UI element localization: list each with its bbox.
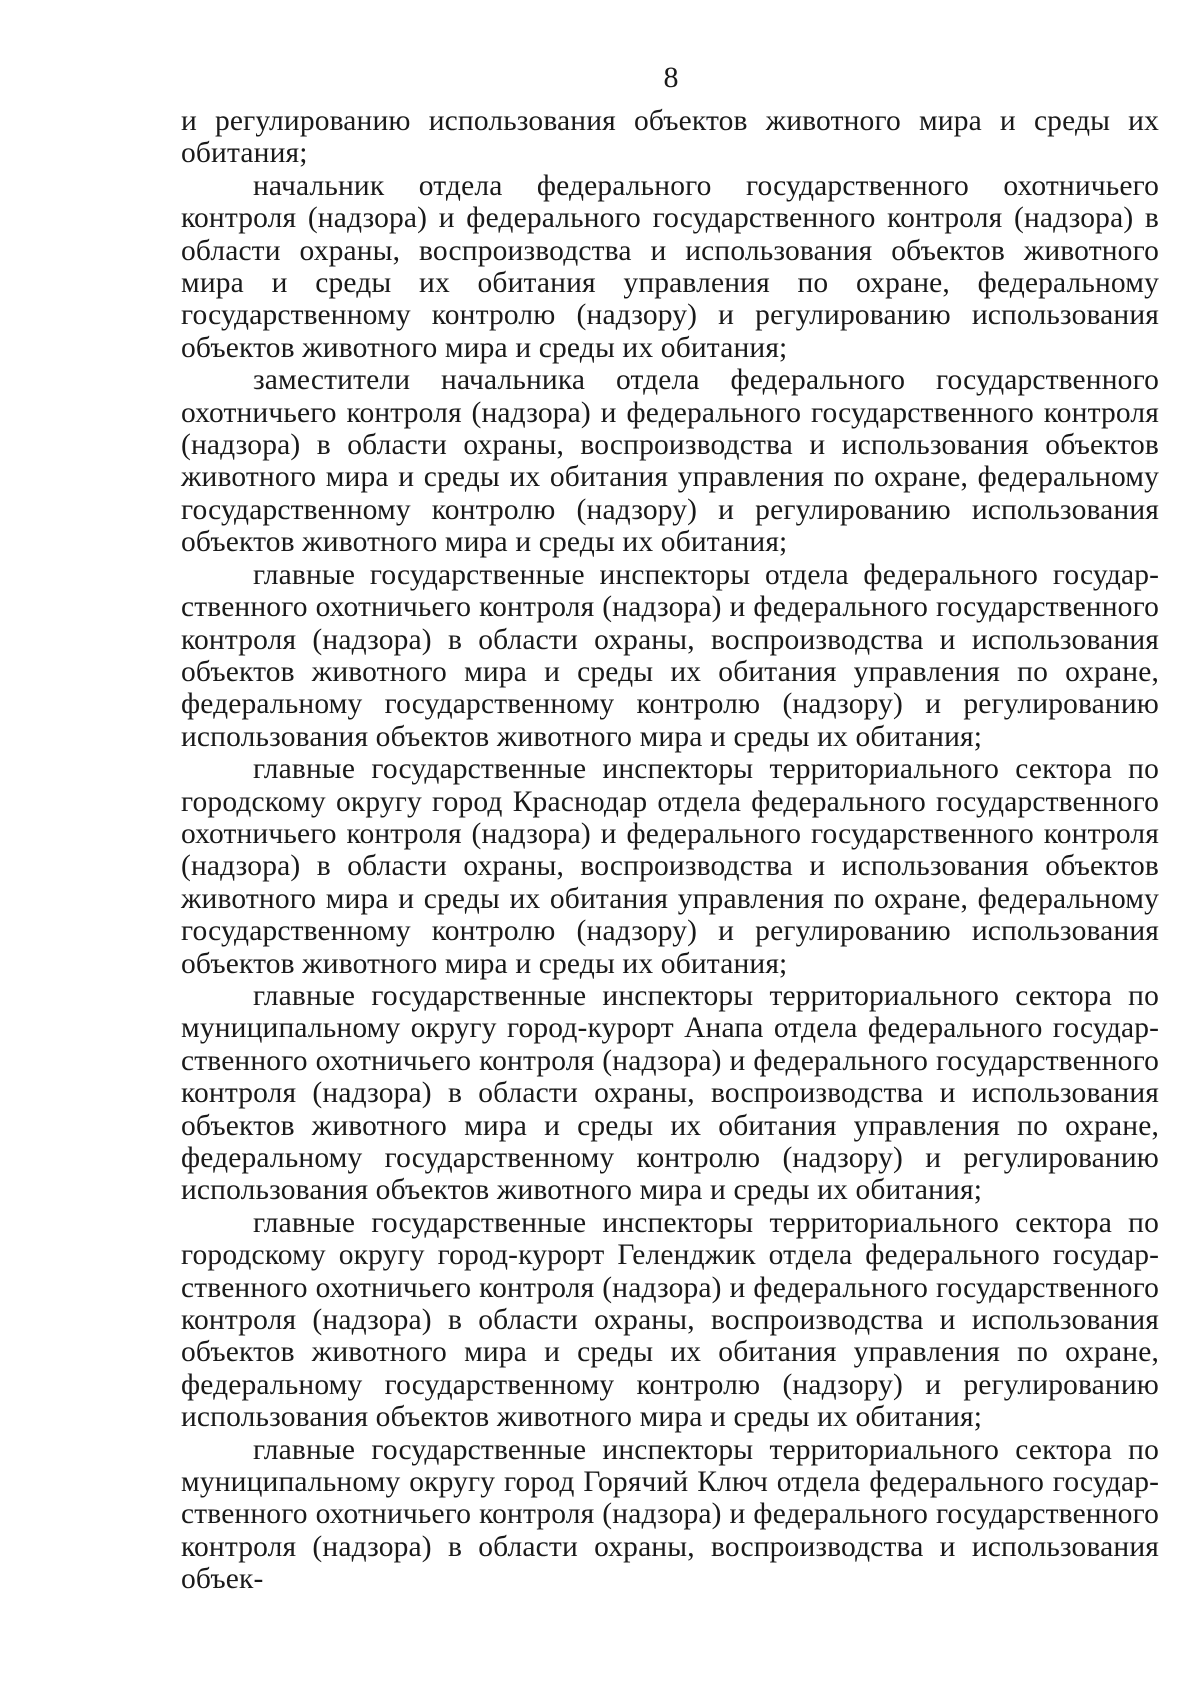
paragraph-department-head: начальник отдела федерального государственного охотничьего контроля (надзора) и федерального государственного контроля (надзора) в области охраны, воспроизводства и использования объектов животного мира и среды их обитания управления по охране, федеральному государственному контролю (надзору) и регулированию использования объектов животного мира и среды их обитания; [181, 169, 1159, 364]
paragraph-chief-inspectors-krasnodar: главные государственные инспекторы территориального сектора по городскому округу город Краснодар отдела федерального государственного охотничьего контроля (надзора) и федерального государственного контроля (надзора) в области охраны, воспроизводства и использования объектов животного мира и среды их обитания управления по охране, федеральному государственному контролю (надзору) и регулированию использования объектов животного мира и среды их обитания; [181, 753, 1159, 980]
paragraph-continuation: и регулированию использования объектов животного мира и среды их обитания; [181, 105, 1159, 170]
paragraph-deputy-heads: заместители начальника отдела федерального государственного охотничьего контроля (надзора) и федерального государственного контроля (надзора) в области охраны, воспроизводства и использования объектов животного мира и среды их обитания управления по охране, федеральному государственному контролю (надзору) и регулированию использования объектов животного мира и среды их обитания; [181, 364, 1159, 559]
document-body [181, 105, 1159, 1596]
paragraph-chief-inspectors-anapa: главные государственные инспекторы территориального сектора по муниципальному округу город-курорт Анапа отдела федерального государственного охотничьего контроля (надзора) и федерального государственного контроля (надзора) в области охраны, воспроизводства и использования объектов животного мира и среды их обитания управления по охране, федеральному государственному контролю (надзору) и регулированию использования объектов животного мира и среды их обитания; [181, 979, 1159, 1207]
paragraph-chief-inspectors-goryachy-klyuch: главные государственные инспекторы территориального сектора по муниципальному округу город Горячий Ключ отдела федерального государственного охотничьего контроля (надзора) и федерального государственного контроля (надзора) в области охраны, воспроизводства и использования объек- [181, 1433, 1159, 1596]
page-number: 8 [663, 61, 679, 94]
paragraph-chief-inspectors-department: главные государственные инспекторы отдела федерального государственного охотничьего контроля (надзора) и федерального государственного контроля (надзора) в области охраны, воспроизводства и использования объектов животного мира и среды их обитания управления по охране, федеральному государственному контролю (надзору) и регулированию использования объектов животного мира и среды их обитания; [181, 558, 1159, 753]
paragraph-chief-inspectors-gelendzhik: главные государственные инспекторы территориального сектора по городскому округу город-курорт Геленджик отдела федерального государственного охотничьего контроля (надзора) и федерального государственного контроля (надзора) в области охраны, воспроизводства и использования объектов животного мира и среды их обитания управления по охране, федеральному государственному контролю (надзору) и регулированию использования объектов животного мира и среды их обитания; [181, 1206, 1159, 1434]
